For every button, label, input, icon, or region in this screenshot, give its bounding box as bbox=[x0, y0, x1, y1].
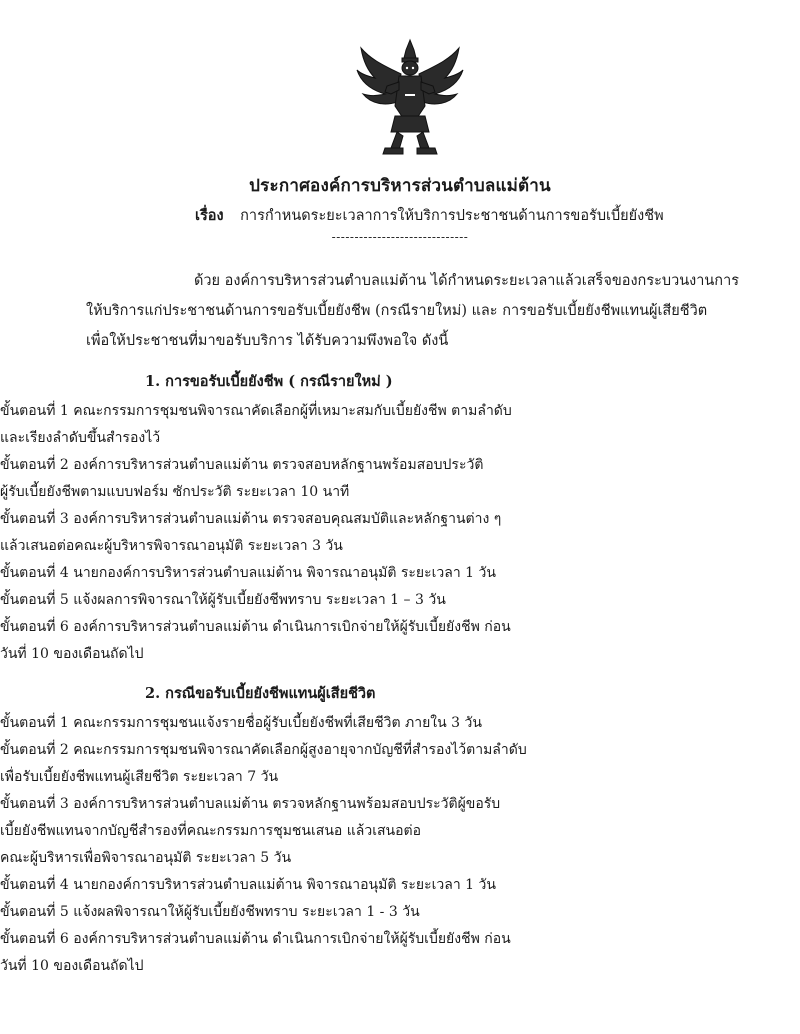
step-row bbox=[0, 737, 527, 764]
step-row bbox=[0, 587, 512, 614]
step-label: ขั้นตอนที่ 4 bbox=[0, 877, 69, 893]
step-label: ขั้นตอนที่ 1 bbox=[0, 715, 69, 731]
step-row bbox=[0, 614, 512, 641]
intro-line: เพื่อให้ประชาชนที่มาขอรับบริการ ได้รับความพึงพอใจ ดังนี้ bbox=[86, 333, 449, 349]
step-text: และเรียงลำดับขึ้นสำรองไว้ bbox=[0, 430, 161, 446]
step-row bbox=[0, 710, 527, 737]
step-row bbox=[0, 425, 512, 452]
section-steps bbox=[0, 398, 512, 668]
step-text: องค์การบริหารส่วนตำบลแม่ต้าน ตรวจสอบคุณสมบัติและหลักฐานต่าง ๆ bbox=[73, 511, 502, 527]
step-row bbox=[0, 641, 512, 668]
step-row bbox=[0, 506, 512, 533]
garuda-emblem-icon bbox=[355, 36, 465, 156]
step-label: ขั้นตอนที่ 2 bbox=[0, 457, 69, 473]
section-heading: 1. การขอรับเบี้ยยังชีพ ( กรณีรายใหม่ ) bbox=[145, 373, 393, 390]
divider: ------------------------------ bbox=[331, 230, 469, 244]
step-row bbox=[0, 818, 527, 845]
step-text: แจ้งผลการพิจารณาให้ผู้รับเบี้ยยังชีพทราบ ระยะเวลา 1 – 3 วัน bbox=[73, 592, 446, 608]
step-label: ขั้นตอนที่ 2 bbox=[0, 742, 69, 758]
step-text: ผู้รับเบี้ยยังชีพตามแบบฟอร์ม ซักประวัติ ระยะเวลา 10 นาที bbox=[0, 484, 350, 500]
step-row bbox=[0, 533, 512, 560]
step-row bbox=[0, 845, 527, 872]
step-label: ขั้นตอนที่ 5 bbox=[0, 592, 69, 608]
step-text: คณะกรรมการชุมชนพิจารณาคัดเลือกผู้ที่เหมาะสมกับเบี้ยยังชีพ ตามลำดับ bbox=[73, 403, 512, 419]
step-text: วันที่ 10 ของเดือนถัดไป bbox=[0, 646, 144, 662]
step-label: ขั้นตอนที่ 1 bbox=[0, 403, 69, 419]
step-row bbox=[0, 953, 527, 980]
step-row bbox=[0, 479, 512, 506]
step-label: ขั้นตอนที่ 4 bbox=[0, 565, 69, 581]
subject-text: การกำหนดระยะเวลาการให้บริการประชาชนด้านการขอรับเบี้ยยังชีพ bbox=[240, 208, 664, 224]
step-row bbox=[0, 560, 512, 587]
document-title: ประกาศองค์การบริหารส่วนตำบลแม่ต้าน bbox=[249, 176, 551, 196]
subject-line bbox=[195, 204, 664, 227]
intro-line: ด้วย องค์การบริหารส่วนตำบลแม่ต้าน ได้กำหนดระยะเวลาแล้วเสร็จของกระบวนงานการ bbox=[194, 273, 740, 289]
step-row bbox=[0, 899, 527, 926]
subject-label: เรื่อง bbox=[195, 207, 224, 224]
step-text: องค์การบริหารส่วนตำบลแม่ต้าน ตรวจหลักฐานพร้อมสอบประวัติผู้ขอรับ bbox=[73, 796, 501, 812]
step-row bbox=[0, 764, 527, 791]
step-text: นายกองค์การบริหารส่วนตำบลแม่ต้าน พิจารณาอนุมัติ ระยะเวลา 1 วัน bbox=[73, 877, 496, 893]
step-text: วันที่ 10 ของเดือนถัดไป bbox=[0, 958, 144, 974]
step-row bbox=[0, 791, 527, 818]
step-text: องค์การบริหารส่วนตำบลแม่ต้าน ดำเนินการเบิกจ่ายให้ผู้รับเบี้ยยังชีพ ก่อน bbox=[73, 931, 511, 947]
step-row bbox=[0, 926, 527, 953]
step-text: นายกองค์การบริหารส่วนตำบลแม่ต้าน พิจารณาอนุมัติ ระยะเวลา 1 วัน bbox=[73, 565, 496, 581]
intro-paragraph bbox=[86, 266, 740, 356]
step-label: ขั้นตอนที่ 5 bbox=[0, 904, 69, 920]
step-label: ขั้นตอนที่ 6 bbox=[0, 619, 69, 635]
step-label: ขั้นตอนที่ 6 bbox=[0, 931, 69, 947]
step-label: ขั้นตอนที่ 3 bbox=[0, 511, 69, 527]
step-text: องค์การบริหารส่วนตำบลแม่ต้าน ดำเนินการเบิกจ่ายให้ผู้รับเบี้ยยังชีพ ก่อน bbox=[73, 619, 511, 635]
step-row bbox=[0, 452, 512, 479]
step-text: คณะกรรมการชุมชนแจ้งรายชื่อผู้รับเบี้ยยังชีพที่เสียชีวิต ภายใน 3 วัน bbox=[73, 715, 482, 731]
intro-line: ให้บริการแก่ประชาชนด้านการขอรับเบี้ยยังชีพ (กรณีรายใหม่) และ การขอรับเบี้ยยังชีพแทนผู้เสียชีวิต bbox=[86, 303, 708, 319]
step-text: แล้วเสนอต่อคณะผู้บริหารพิจารณาอนุมัติ ระยะเวลา 3 วัน bbox=[0, 538, 343, 554]
step-text: แจ้งผลพิจารณาให้ผู้รับเบี้ยยังชีพทราบ ระยะเวลา 1 - 3 วัน bbox=[73, 904, 420, 920]
step-label: ขั้นตอนที่ 3 bbox=[0, 796, 69, 812]
step-text: คณะผู้บริหารเพื่อพิจารณาอนุมัติ ระยะเวลา 5 วัน bbox=[0, 850, 292, 866]
section-steps bbox=[0, 710, 527, 980]
section-heading: 2. กรณีขอรับเบี้ยยังชีพแทนผู้เสียชีวิต bbox=[145, 685, 376, 702]
step-text: เบี้ยยังชีพแทนจากบัญชีสำรองที่คณะกรรมการชุมชนเสนอ แล้วเสนอต่อ bbox=[0, 823, 422, 839]
step-text: เพื่อรับเบี้ยยังชีพแทนผู้เสียชีวิต ระยะเวลา 7 วัน bbox=[0, 769, 279, 785]
step-row bbox=[0, 872, 527, 899]
step-text: องค์การบริหารส่วนตำบลแม่ต้าน ตรวจสอบหลักฐานพร้อมสอบประวัติ bbox=[73, 457, 484, 473]
step-text: คณะกรรมการชุมชนพิจารณาคัดเลือกผู้สูงอายุจากบัญชีที่สำรองไว้ตามลำดับ bbox=[73, 742, 527, 758]
step-row bbox=[0, 398, 512, 425]
